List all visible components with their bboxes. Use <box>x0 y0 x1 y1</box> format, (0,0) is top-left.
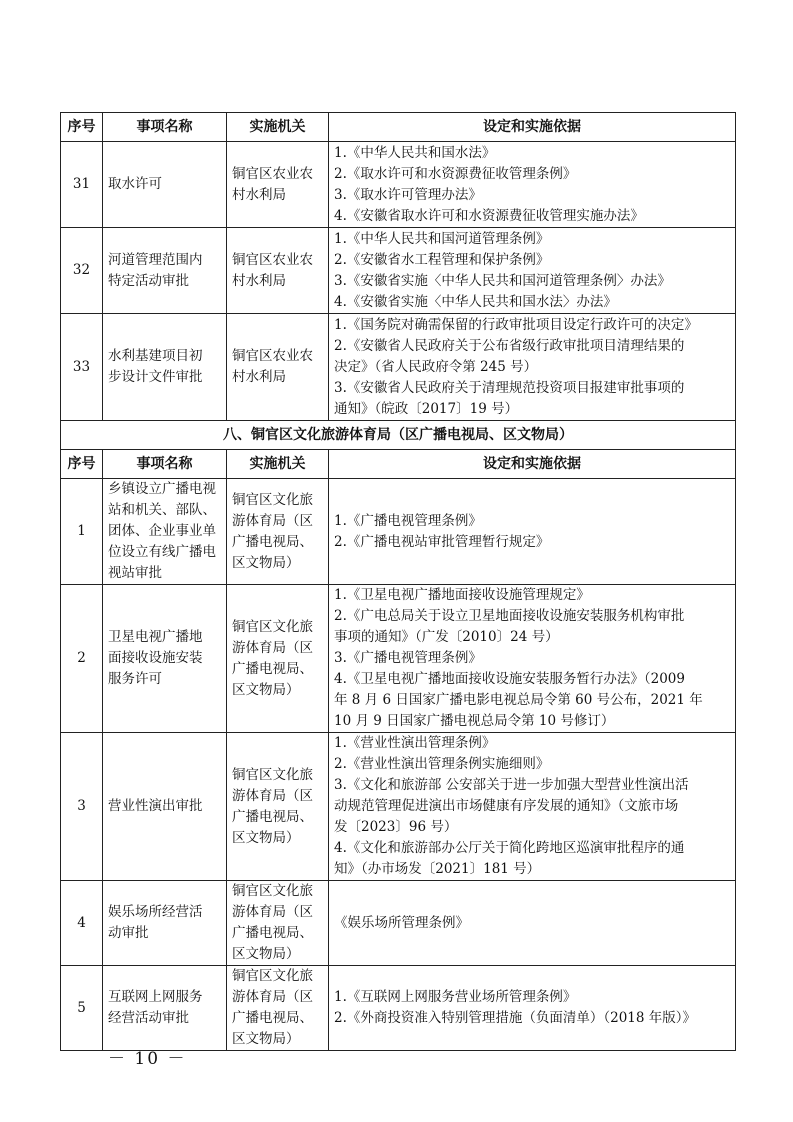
name-line: 团体、企业事业单 <box>108 523 216 539</box>
name-line: 特定活动审批 <box>108 272 189 289</box>
basis-line: 2.《安徽省水工程管理和保护条例》 <box>334 251 550 268</box>
basis-line: 2.《营业性演出管理条例实施细则》 <box>334 756 550 772</box>
basis-line: 3.《文化和旅游部 公安部关于进一步加强大型营业性演出活 <box>334 777 689 793</box>
basis-line: 4.《文化和旅游部办公厅关于简化跨地区巡演审批程序的通 <box>334 840 685 856</box>
name-line: 卫星电视广播地 <box>108 629 203 645</box>
agency-line: 铜官区农业农 <box>232 251 313 268</box>
basis-line: 3.《取水许可管理办法》 <box>334 186 482 203</box>
agency-line: 铜官区文化旅 <box>232 491 313 508</box>
header-row <box>61 450 736 479</box>
name-line: 视站审批 <box>108 565 162 581</box>
name-line: 经营活动审批 <box>108 1010 189 1026</box>
agency <box>227 228 329 314</box>
legal-basis <box>329 881 736 966</box>
agency-line: 广播电视局、 <box>232 533 313 550</box>
row-index: 5 <box>61 966 103 1051</box>
legal-basis <box>329 142 736 228</box>
col-header-agency: 实施机关 <box>227 450 329 479</box>
table-row <box>61 479 736 585</box>
agency-line: 区文物局） <box>232 681 300 698</box>
agency-line: 广播电视局、 <box>232 925 313 941</box>
basis-line: 2.《广电总局关于设立卫星地面接收设施安装服务机构审批 <box>334 608 685 624</box>
agency-line: 游体育局（区 <box>232 904 313 920</box>
header-row <box>61 113 736 142</box>
basis-line: 年 8 月 6 日国家广播电影电视总局令第 60 号公布，2021 年 <box>334 692 703 708</box>
item-name <box>103 966 227 1051</box>
agency-line: 区文物局） <box>232 946 300 962</box>
page-number: － 10 － <box>108 1049 187 1069</box>
item-name <box>103 314 227 421</box>
row-index: 32 <box>61 228 103 314</box>
name-line: 河道管理范围内 <box>108 251 203 268</box>
section-title: 八、铜官区文化旅游体育局（区广播电视局、区文物局） <box>61 421 736 450</box>
basis-line: 2.《取水许可和水资源费征收管理条例》 <box>334 165 577 182</box>
name-line: 营业性演出审批 <box>108 798 203 814</box>
basis-line: 1.《中华人民共和国河道管理条例》 <box>334 230 550 247</box>
agency-line: 铜官区农业农 <box>232 348 313 364</box>
agency-line: 区文物局） <box>232 1031 300 1047</box>
basis-line: 2.《外商投资准入特别管理措施（负面清单）（2018 年版）》 <box>334 1010 697 1026</box>
basis-line: 3.《安徽省实施〈中华人民共和国河道管理条例〉办法》 <box>334 272 671 289</box>
col-header-index: 序号 <box>61 450 103 479</box>
agency-line: 村水利局 <box>232 369 286 385</box>
table-body <box>61 113 736 1051</box>
name-line: 站和机关、部队、 <box>108 502 216 518</box>
basis-line: 1.《中华人民共和国水法》 <box>334 144 496 161</box>
agency <box>227 881 329 966</box>
name-line: 步设计文件审批 <box>108 369 203 385</box>
basis-line: 10 月 9 日国家广播电视总局令第 10 号修订） <box>334 713 615 729</box>
table-row <box>61 314 736 421</box>
basis-line: 1.《国务院对确需保留的行政审批项目设定行政许可的决定》 <box>334 316 698 333</box>
col-header-basis: 设定和实施依据 <box>329 113 736 142</box>
legal-basis <box>329 585 736 733</box>
name-line: 乡镇设立广播电视 <box>108 481 216 497</box>
basis-line: 1.《广播电视管理条例》 <box>334 512 482 529</box>
col-header-index: 序号 <box>61 113 103 142</box>
basis-line: 决定》（省人民政府令第 245 号） <box>334 358 538 375</box>
name-line: 水利基建项目初 <box>108 348 203 364</box>
legal-basis <box>329 228 736 314</box>
table-row <box>61 142 736 228</box>
name-line: 服务许可 <box>108 671 162 687</box>
name-line: 互联网上网服务 <box>108 989 203 1005</box>
legal-basis <box>329 966 736 1051</box>
basis-line: 1.《卫星电视广播地面接收设施管理规定》 <box>334 587 590 603</box>
permit-table <box>60 112 736 1051</box>
table-row <box>61 228 736 314</box>
basis-line: 知》（办市场发〔2021〕181 号） <box>334 861 541 877</box>
agency-line: 广播电视局、 <box>232 1010 313 1026</box>
agency-line: 铜官区农业农 <box>232 165 313 182</box>
col-header-basis: 设定和实施依据 <box>329 450 736 479</box>
row-index: 3 <box>61 733 103 881</box>
basis-line: 4.《安徽省实施〈中华人民共和国水法〉办法》 <box>334 293 617 310</box>
row-index: 31 <box>61 142 103 228</box>
row-index: 2 <box>61 585 103 733</box>
name-line: 面接收设施安装 <box>108 650 203 666</box>
agency <box>227 733 329 881</box>
item-name <box>103 881 227 966</box>
basis-line: 3.《安徽省人民政府关于清理规范投资项目报建审批事项的 <box>334 379 685 396</box>
agency-line: 游体育局（区 <box>232 639 313 656</box>
basis-line: 3.《广播电视管理条例》 <box>334 650 482 666</box>
agency-line: 铜官区文化旅 <box>232 968 313 984</box>
agency-line: 铜官区文化旅 <box>232 766 313 783</box>
basis-line: 1.《互联网上网服务营业场所管理条例》 <box>334 989 577 1005</box>
basis-line: 4.《卫星电视广播地面接收设施安装服务暂行办法》（2009 <box>334 671 685 687</box>
agency-line: 广播电视局、 <box>232 808 313 825</box>
legal-basis <box>329 479 736 585</box>
basis-line: 4.《安徽省取水许可和水资源费征收管理实施办法》 <box>334 207 644 224</box>
col-header-agency: 实施机关 <box>227 113 329 142</box>
item-name <box>103 479 227 585</box>
table-row <box>61 881 736 966</box>
basis-line: 发〔2023〕96 号） <box>334 819 458 835</box>
item-name <box>103 585 227 733</box>
table-row <box>61 966 736 1051</box>
basis-line: 1.《营业性演出管理条例》 <box>334 735 496 751</box>
basis-line: 动规范管理促进演出市场健康有序发展的通知》（文旅市场 <box>334 798 679 814</box>
basis-line: 通知》（皖政〔2017〕19 号） <box>334 400 519 417</box>
name-line: 娱乐场所经营活 <box>108 904 203 920</box>
agency-line: 铜官区文化旅 <box>232 618 313 635</box>
item-name <box>103 142 227 228</box>
section-row <box>61 421 736 450</box>
agency-line: 区文物局） <box>232 554 300 571</box>
legal-basis <box>329 733 736 881</box>
row-index: 4 <box>61 881 103 966</box>
agency <box>227 314 329 421</box>
name-line: 取水许可 <box>108 176 162 192</box>
agency <box>227 966 329 1051</box>
item-name <box>103 228 227 314</box>
agency-line: 区文物局） <box>232 829 300 846</box>
basis-line: 《娱乐场所管理条例》 <box>334 914 469 931</box>
name-line: 动审批 <box>108 925 149 941</box>
basis-line: 2.《广播电视站审批管理暂行规定》 <box>334 533 550 550</box>
row-index: 1 <box>61 479 103 585</box>
basis-line: 事项的通知》（广发〔2010〕24 号） <box>334 629 559 645</box>
table-row <box>61 585 736 733</box>
agency-line: 村水利局 <box>232 186 286 203</box>
agency <box>227 142 329 228</box>
legal-basis <box>329 314 736 421</box>
basis-line: 2.《安徽省人民政府关于公布省级行政审批项目清理结果的 <box>334 337 685 354</box>
item-name <box>103 733 227 881</box>
agency <box>227 479 329 585</box>
col-header-name: 事项名称 <box>103 450 227 479</box>
col-header-name: 事项名称 <box>103 113 227 142</box>
agency-line: 游体育局（区 <box>232 787 313 804</box>
agency-line: 游体育局（区 <box>232 989 313 1005</box>
table-row <box>61 733 736 881</box>
agency-line: 广播电视局、 <box>232 660 313 677</box>
agency-line: 村水利局 <box>232 272 286 289</box>
agency-line: 游体育局（区 <box>232 512 313 529</box>
row-index: 33 <box>61 314 103 421</box>
agency <box>227 585 329 733</box>
name-line: 位设立有线广播电 <box>108 544 216 560</box>
agency-line: 铜官区文化旅 <box>232 883 313 899</box>
